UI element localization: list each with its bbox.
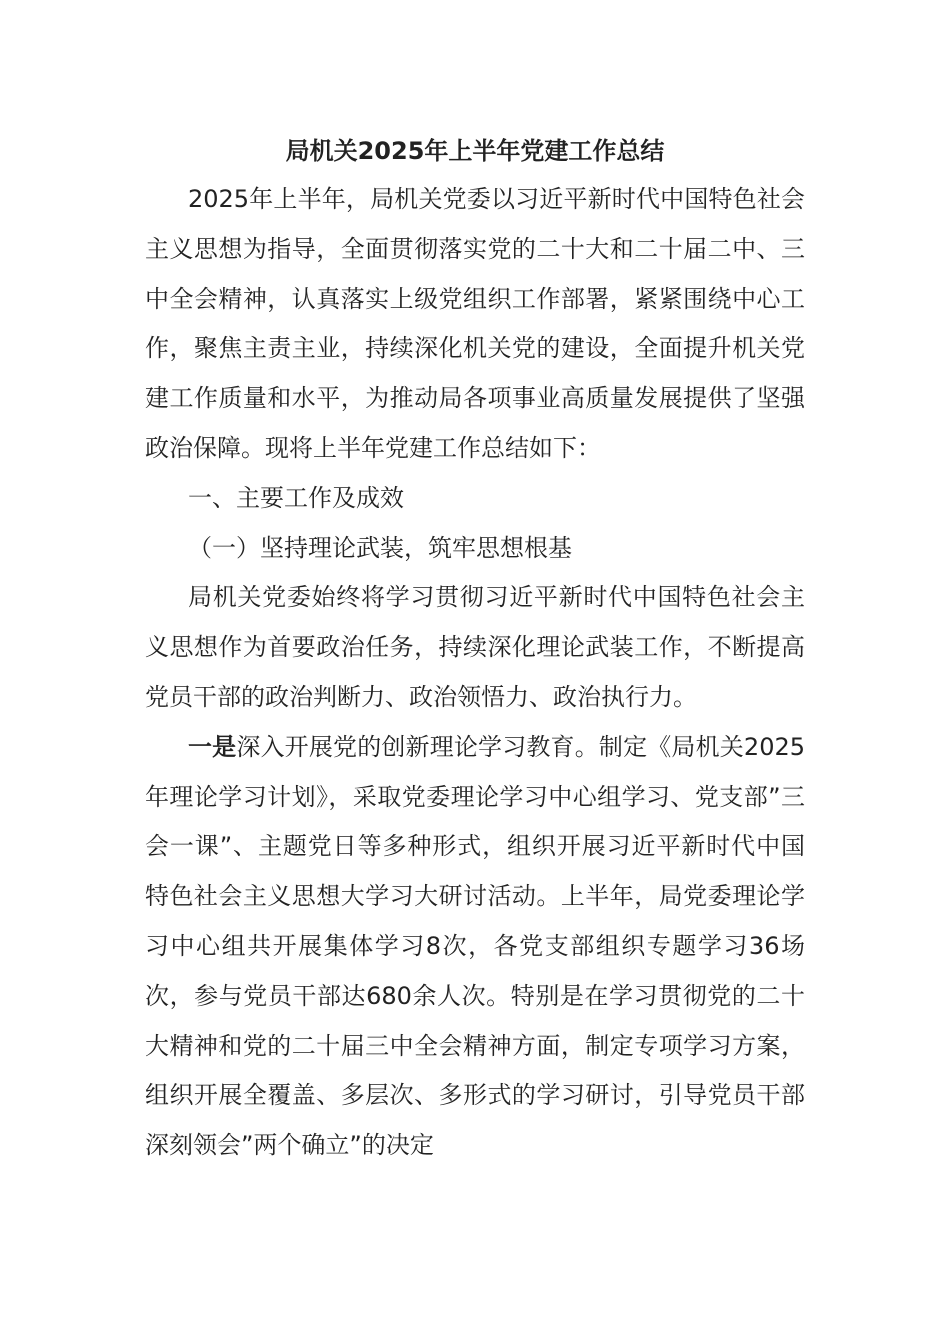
document-title: 局机关2025年上半年党建工作总结 — [285, 137, 665, 165]
point-text: 深入开展党的创新理论学习教育。制定《局机关2025年理论学习计划》，采取党委理论学习中心组学习、党支部”三会一课”、主题党日等多种形式，组织开展习近平新时代中国特色社会主义思想大学习大研讨活动。上半年，局党委理论学习中心组共开展集体学习8次，各党支部组织专题学习36场次，参与党员干部达680余人次。特别是在学习贯彻党的二十大精神和党的二十届三中全会精神方面，制定专项学习方案，组织开展全覆盖、多层次、多形式的学习研讨，引导党员干部深刻领会”两个确立”的决定 — [145, 732, 806, 1160]
point-lead: 一是 — [188, 732, 237, 761]
point-paragraph — [145, 723, 805, 1171]
subsection-heading: （一）坚持理论武装，筑牢思想根基 — [188, 533, 572, 562]
document-body — [145, 127, 805, 1171]
subsection-paragraph: 局机关党委始终将学习贯彻习近平新时代中国特色社会主义思想作为首要政治任务，持续深化理论武装工作，不断提高党员干部的政治判断力、政治领悟力、政治执行力。 — [145, 583, 805, 711]
intro-paragraph: 2025年上半年，局机关党委以习近平新时代中国特色社会主义思想为指导，全面贯彻落实党的二十大和二十届二中、三中全会精神，认真落实上级党组织工作部署，紧紧围绕中心工作，聚焦主责主业，持续深化机关党的建设，全面提升机关党建工作质量和水平，为推动局各项事业高质量发展提供了坚强政治保障。现将上半年党建工作总结如下： — [145, 185, 805, 462]
section-heading: 一、主要工作及成效 — [188, 483, 404, 512]
